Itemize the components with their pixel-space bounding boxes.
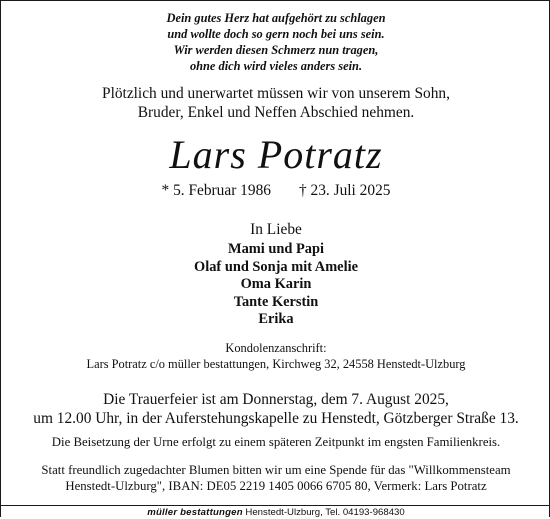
mourner-name: Mami und Papi (228, 241, 324, 257)
life-dates (1, 181, 550, 200)
mourner-name: Olaf und Sonja mit Amelie (194, 258, 358, 275)
condolence-address-block (1, 341, 550, 372)
death-date: † 23. Juli 2025 (298, 182, 391, 199)
condolence-heading: Kondolenzanschrift: (225, 341, 327, 355)
poem-line: Dein gutes Herz hat aufgehört zu schlagen (166, 11, 386, 25)
in-love-caption: In Liebe (250, 221, 302, 238)
poem-line: und wollte doch so gern noch bei uns sein. (167, 27, 385, 41)
funeral-home-name: müller bestattungen (147, 507, 243, 518)
funeral-home-contact: Henstedt-Ulzburg, Tel. 04193-968430 (245, 507, 405, 518)
poem-line: Wir werden diesen Schmerz nun tragen, (173, 43, 379, 57)
service-line: um 12.00 Uhr, in der Auferstehungskapelle zu Henstedt, Götzberger Straße 13. (33, 410, 519, 427)
urn-burial-note: Die Beisetzung der Urne erfolgt zu einem späteren Zeitpunkt im engsten Familienkreis. (51, 435, 501, 449)
mourner-name: Erika (258, 311, 294, 327)
announcement-line: Plötzlich und unerwartet müssen wir von unserem Sohn, (102, 85, 450, 102)
mourner-name: Tante Kerstin (233, 293, 319, 310)
funeral-service-info (1, 390, 550, 428)
mourner-name: Oma Karin (240, 276, 312, 292)
condolence-address: Lars Potratz c/o müller bestattungen, Kirchweg 32, 24558 Henstedt-Ulzburg (86, 356, 466, 371)
service-line: Die Trauerfeier ist am Donnerstag, dem 7. August 2025, (103, 391, 449, 408)
announcement-text (1, 84, 550, 122)
donation-request (1, 462, 550, 494)
mourners-list (1, 241, 550, 329)
poem-line: ohne dich wird vieles anders sein. (189, 59, 363, 73)
announcement-line: Bruder, Enkel und Neffen Abschied nehmen. (137, 104, 415, 121)
memorial-poem (1, 10, 550, 74)
donation-line: Henstedt-Ulzburg", IBAN: DE05 2219 1405 0066 6705 80, Vermerk: Lars Potratz (65, 479, 487, 493)
deceased-name: Lars Potratz (169, 132, 383, 177)
donation-line: Statt freundlich zugedachter Blumen bitten wir um eine Spende für das "Willkommensteam (41, 463, 511, 477)
birth-date: * 5. Februar 1986 (161, 182, 271, 199)
